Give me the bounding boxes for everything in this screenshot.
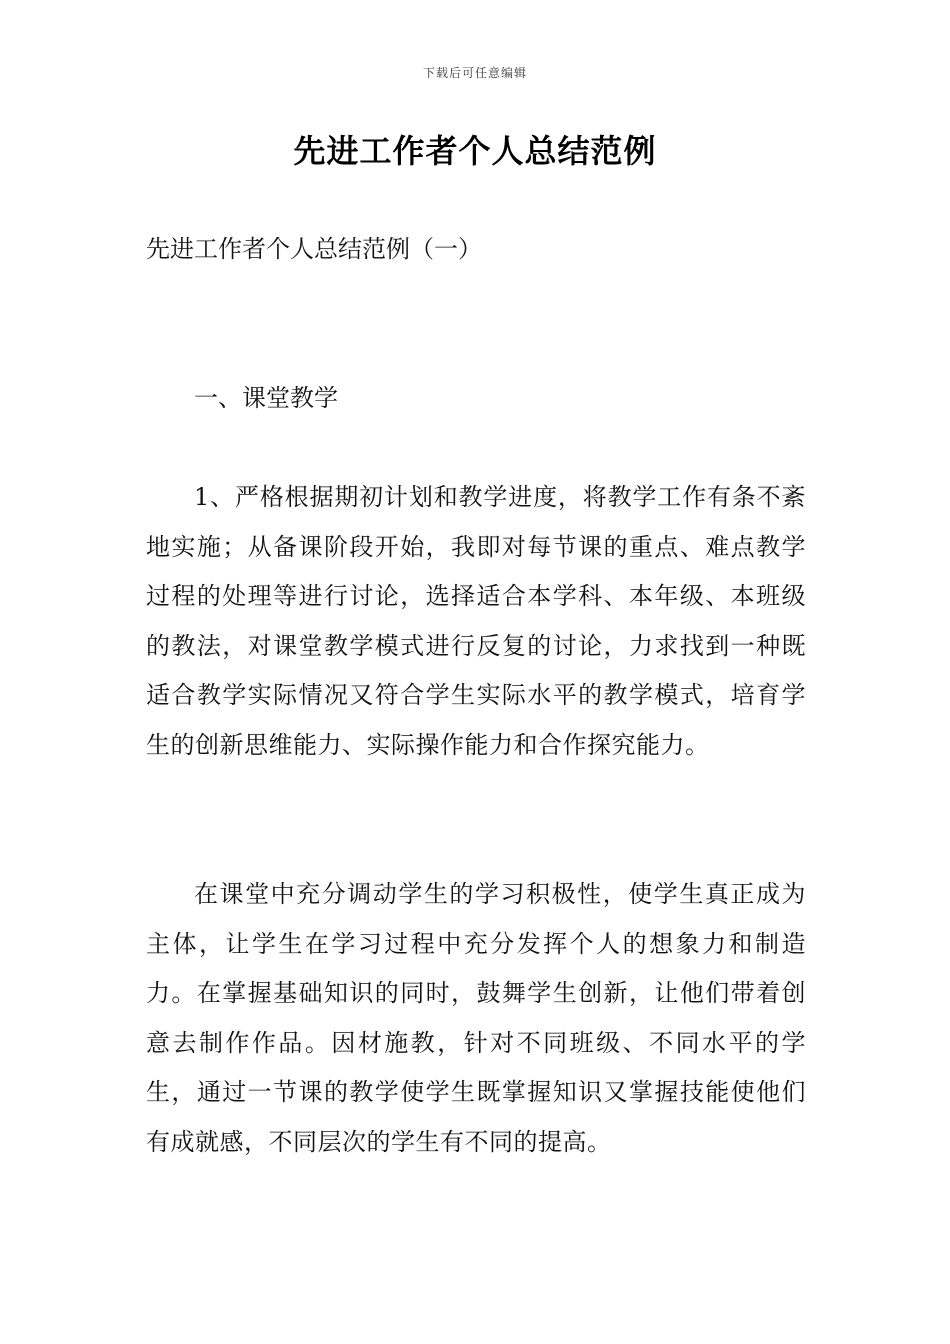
section-heading: 一、课堂教学 <box>194 384 338 412</box>
body-paragraph-1: 1、严格根据期初计划和教学进度，将教学工作有条不紊地实施；从备课阶段开始，我即对每节课的重点、难点教学过程的处理等进行讨论，选择适合本学科、本年级、本班级的教法，对课堂教学模式进行反复的讨论，力求找到一种既适合教学实际情况又符合学生实际水平的教学模式，培育学生的创新思维能力、实际操作能力和合作探究能力。 <box>146 483 806 759</box>
body-paragraph-2: 在课堂中充分调动学生的学习积极性，使学生真正成为主体，让学生在学习过程中充分发挥个人的想象力和制造力。在掌握基础知识的同时，鼓舞学生创新，让他们带着创意去制作作品。因材施教，针对不同班级、不同水平的学生，通过一节课的教学使学生既掌握知识又掌握技能使他们有成就感，不同层次的学生有不同的提高。 <box>146 880 806 1156</box>
header-note: 下载后可任意编辑 <box>422 66 527 80</box>
document-title: 先进工作者个人总结范例 <box>293 132 657 170</box>
document-subtitle: 先进工作者个人总结范例（一） <box>146 235 482 263</box>
